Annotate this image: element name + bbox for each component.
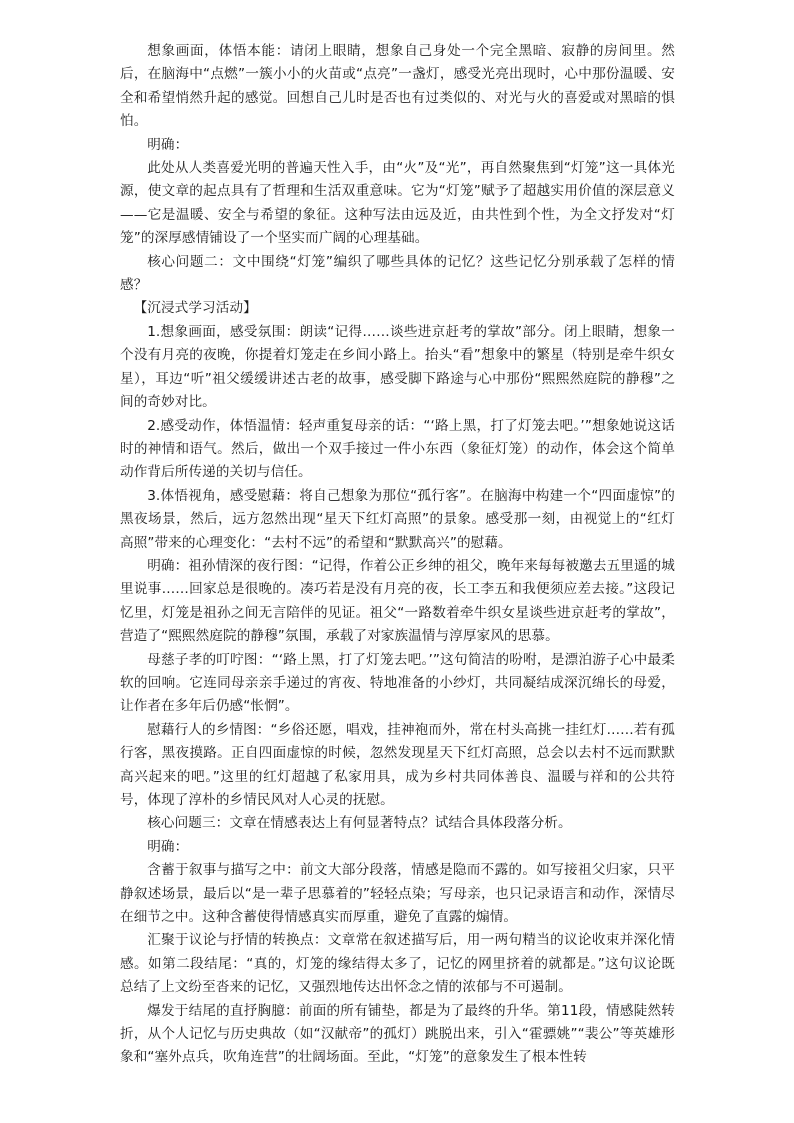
paragraph-answer-label: 明确： <box>147 136 189 153</box>
paragraph-implicit-emotion: 含蓄于叙事与描写之中：前文大部分段落，情感是隐而不露的。如写接祖父归家，只平静叙述场景，最后以“是一辈子思慕着的”轻轻点染；写母亲，也只记录语言和动作，深情尽在细节之中。这种含蓄使得情感真实而厚重，避免了直露的煽情。 <box>120 862 675 926</box>
paragraph-mother-instruction: 母慈子孝的叮咛图：“‘路上黑，打了灯笼去吧。’”这句简洁的吩咐，是漂泊游子心中最柔软的回响。它连同母亲亲手递过的宵夜、特地准备的小纱灯，共同凝结成深沉绵长的母爱，让作者在多年后仍感“怅惘”。 <box>120 651 675 715</box>
paragraph-ending-climax: 爆发于结尾的直抒胸臆：前面的所有铺垫，都是为了最终的升华。第11段，情感陡然转折，从个人记忆与历史典故（如“汉献帝”的孤灯）跳脱出来，引入“霍骠姚”“裴公”等英雄形象和“塞外点兵，吹角连营”的壮阔场面。至此，“灯笼”的意象发生了根本性转 <box>120 1002 675 1066</box>
paragraph-activity-1: 1.想象画面，感受氛围：朗读“记得……谈些进京赶考的掌故”部分。闭上眼睛，想象一个没有月亮的夜晚，你提着灯笼走在乡间小路上。抬头“看”想象中的繁星（特别是牵牛织女星），耳边“听”祖父缓缓讲述古老的故事，感受脚下路途与心中那份“熙熙然庭院的静穆”之间的奇妙对比。 <box>120 323 675 411</box>
paragraph-grandfather-night-walk: 明确：祖孙情深的夜行图：“记得，作着公正乡绅的祖父，晚年来每每被邀去五里遥的城里说事……回家总是很晚的。凑巧若是没有月亮的夜，长工李五和我便须应差去接。”这段记忆里，灯笼是祖孙之间无言陪伴的见证。祖父“一路数着牵牛织女星谈些进京赶考的掌故”，营造了“熙熙然庭院的静穆”氛围，承载了对家族温情与淳厚家风的思慕。 <box>120 557 675 645</box>
section-heading-immersive-activity: 【沉浸式学习活动】 <box>133 300 257 317</box>
paragraph-activity-2: 2.感受动作，体悟温情：轻声重复母亲的话：“‘路上黑，打了灯笼去吧。’”想象她说这话时的神情和语气。然后，做出一个双手接过一件小东西（象征灯笼）的动作，体会这个简单动作背后所传递的关切与信任。 <box>120 417 675 481</box>
paragraph-commentary-transition: 汇聚于议论与抒情的转换点：文章常在叙述描写后，用一两句精当的议论收束并深化情感。如第二段结尾：“真的，灯笼的缘结得太多了，记忆的网里挤着的就都是。”这句议论既总结了上文纷至沓来的记忆，又强烈地传达出怀念之情的浓郁与不可遏制。 <box>120 932 675 996</box>
document-body <box>120 40 675 1070</box>
paragraph-answer-label-2: 明确： <box>147 838 189 855</box>
paragraph-village-lantern: 慰藉行人的乡情图：“乡俗还愿，唱戏，挂神袍而外，常在村头高挑一挂红灯……若有孤行客，黑夜摸路。正自四面虚惊的时候，忽然发现星天下红灯高照，总会以去村不远而默默高兴起来的吧。”这里的红灯超越了私家用具，成为乡村共同体善良、温暖与祥和的公共符号，体现了淳朴的乡情民风对人心灵的抚慰。 <box>120 721 675 808</box>
paragraph-imagine-darkness: 想象画面，体悟本能：请闭上眼睛，想象自己身处一个完全黑暗、寂静的房间里。然后，在脑海中“点燃”一簇小小的火苗或“点亮”一盏灯，感受光亮出现时，心中那份温暖、安全和希望悄然升起的感觉。回想自己儿时是否也有过类似的、对光与火的喜爱或对黑暗的惧怕。 <box>120 43 675 130</box>
paragraph-light-analysis: 此处从人类喜爱光明的普遍天性入手，由“火”及“光”，再自然聚焦到“灯笼”这一具体光源，使文章的起点具有了哲理和生活双重意味。它为“灯笼”赋予了超越实用价值的深层意义——它是温暖、安全与希望的象征。这种写法由远及近，由共性到个性，为全文抒发对“灯笼”的深厚感情铺设了一个坚实而广阔的心理基础。 <box>120 160 675 247</box>
paragraph-activity-3: 3.体悟视角，感受慰藉：将自己想象为那位“孤行客”。在脑海中构建一个“四面虚惊”的黑夜场景，然后，远方忽然出现“星天下红灯高照”的景象。感受那一刻，由视觉上的“红灯高照”带来的心理变化：“去村不远”的希望和“默默高兴”的慰藉。 <box>120 487 675 551</box>
paragraph-core-question-3: 核心问题三：文章在情感表达上有何显著特点？试结合具体段落分析。 <box>147 815 572 832</box>
paragraph-core-question-2: 核心问题二：文中围绕“灯笼”编织了哪些具体的记忆？这些记忆分别承载了怎样的情感？ <box>120 253 675 294</box>
